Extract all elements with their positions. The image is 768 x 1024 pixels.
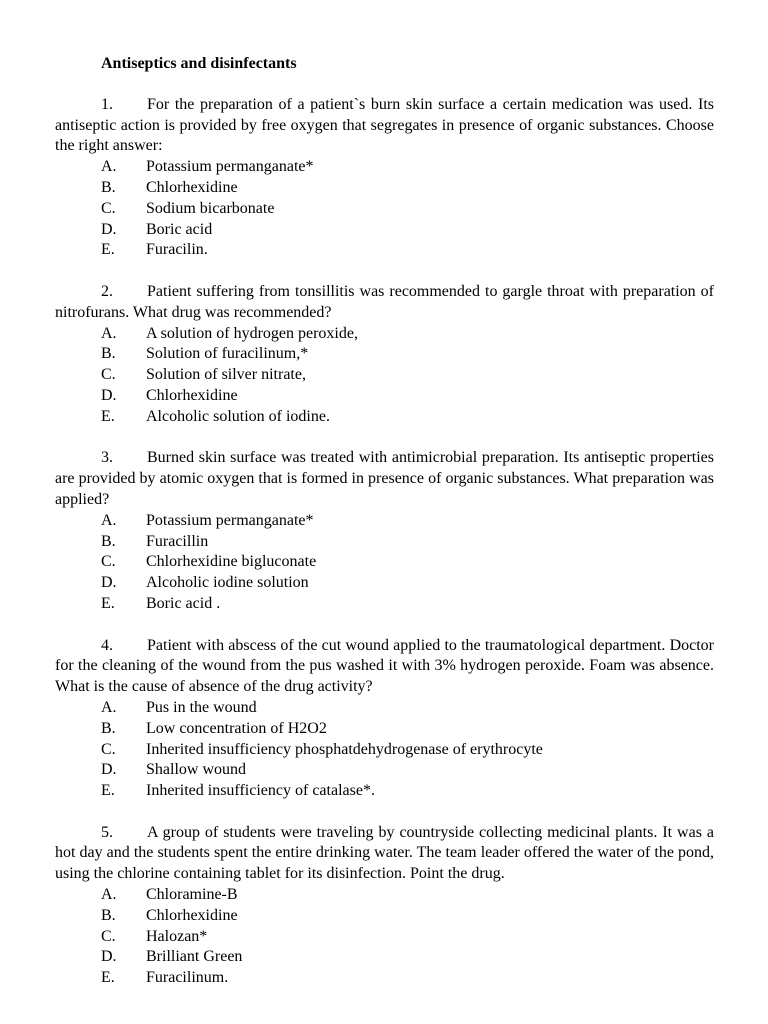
option-text: Chlorhexidine [146, 178, 238, 196]
answer-option [55, 511, 714, 532]
question-number: 1. [101, 95, 113, 113]
option-text: Halozan* [146, 927, 208, 945]
answer-option [55, 157, 714, 178]
option-text: Potassium permanganate* [146, 158, 314, 176]
answer-option [55, 781, 714, 802]
option-letter: A. [101, 511, 117, 529]
option-letter: B. [101, 906, 116, 924]
question-stem [55, 282, 714, 324]
option-letter: D. [101, 948, 117, 966]
answer-option [55, 240, 714, 261]
answer-option [55, 594, 714, 615]
option-text: Solution of silver nitrate, [146, 366, 306, 384]
option-letter: E. [101, 969, 115, 987]
option-letter: A. [101, 158, 117, 176]
answer-option [55, 532, 714, 553]
answer-option [55, 698, 714, 719]
question-1 [55, 95, 714, 261]
option-letter: A. [101, 886, 117, 904]
question-text: Burned skin surface was treated with antimicrobial preparation. Its antiseptic properties are provided by atomic oxygen that is formed in presence of organic substances. What preparation was applied? [55, 449, 714, 508]
option-letter: B. [101, 719, 116, 737]
question-stem [55, 448, 714, 510]
option-letter: D. [101, 386, 117, 404]
question-number: 5. [101, 823, 113, 841]
answer-option [55, 407, 714, 428]
question-5 [55, 823, 714, 989]
option-letter: A. [101, 698, 117, 716]
option-text: Brilliant Green [146, 948, 243, 966]
answer-options [55, 698, 714, 802]
answer-option [55, 386, 714, 407]
question-3 [55, 448, 714, 614]
option-letter: E. [101, 594, 115, 612]
answer-option [55, 178, 714, 199]
option-text: Inherited insufficiency of catalase*. [146, 782, 375, 800]
question-stem [55, 823, 714, 885]
option-text: Inherited insufficiency phosphatdehydrogenase of erythrocyte [146, 740, 543, 758]
question-number: 2. [101, 282, 113, 300]
option-text: Chlorhexidine [146, 906, 238, 924]
answer-option [55, 740, 714, 761]
answer-options [55, 324, 714, 428]
option-text: A solution of hydrogen peroxide, [146, 324, 358, 342]
answer-option [55, 906, 714, 927]
option-text: Sodium bicarbonate [146, 199, 275, 217]
answer-options [55, 885, 714, 989]
question-text: Patient suffering from tonsillitis was recommended to gargle throat with preparation of nitrofurans. What drug was recommended? [55, 282, 714, 321]
answer-option [55, 199, 714, 220]
answer-option [55, 927, 714, 948]
question-text: A group of students were traveling by countryside collecting medicinal plants. It was a hot day and the students spent the entire drinking water. The team leader offered the water of the pond, using the chlorine containing tablet for its disinfection. Point the drug. [55, 823, 714, 883]
option-letter: E. [101, 407, 115, 425]
answer-option [55, 344, 714, 365]
answer-option [55, 885, 714, 906]
option-text: Alcoholic solution of iodine. [146, 407, 330, 425]
question-text: For the preparation of a patient`s burn skin surface a certain medication was used. Its antiseptic action is provided by free oxygen that segregates in presence of organic substances. Choose the right answer: [55, 95, 714, 155]
option-text: Alcoholic iodine solution [146, 574, 309, 592]
answer-option [55, 947, 714, 968]
answer-options [55, 511, 714, 615]
option-text: Furacilin. [146, 241, 208, 259]
option-letter: D. [101, 761, 117, 779]
answer-option [55, 324, 714, 345]
option-letter: C. [101, 553, 116, 571]
option-letter: D. [101, 220, 117, 238]
question-number: 4. [101, 636, 113, 654]
answer-option [55, 552, 714, 573]
answer-option [55, 968, 714, 989]
option-text: Furacillin [146, 532, 209, 550]
answer-option [55, 760, 714, 781]
answer-option [55, 573, 714, 594]
option-letter: E. [101, 241, 115, 259]
question-stem [55, 636, 714, 698]
option-letter: C. [101, 199, 116, 217]
option-letter: C. [101, 366, 116, 384]
question-4 [55, 636, 714, 802]
option-text: Chlorhexidine [146, 386, 238, 404]
answer-options [55, 157, 714, 261]
option-text: Furacilinum. [146, 969, 229, 987]
option-letter: C. [101, 927, 116, 945]
question-stem [55, 95, 714, 157]
option-letter: E. [101, 782, 115, 800]
document-title: Antiseptics and disinfectants [101, 55, 297, 72]
question-2 [55, 282, 714, 428]
option-text: Boric acid [146, 220, 213, 238]
option-text: Chloramine-B [146, 886, 238, 904]
question-number: 3. [101, 449, 113, 467]
answer-option [55, 719, 714, 740]
option-text: Boric acid . [146, 594, 221, 612]
option-text: Low concentration of H2O2 [146, 719, 327, 737]
answer-option [55, 220, 714, 241]
option-text: Chlorhexidine bigluconate [146, 553, 317, 571]
option-letter: A. [101, 324, 117, 342]
option-letter: C. [101, 740, 116, 758]
option-text: Potassium permanganate* [146, 511, 314, 529]
option-letter: B. [101, 178, 116, 196]
option-text: Shallow wound [146, 761, 246, 779]
option-letter: B. [101, 345, 116, 363]
question-text: Patient with abscess of the cut wound applied to the traumatological department. Doctor for the cleaning of the wound from the pus washed it with 3% hydrogen peroxide. Foam was absence. What is the cause of absence of the drug activity? [55, 636, 714, 696]
answer-option [55, 365, 714, 386]
option-text: Pus in the wound [146, 698, 257, 716]
option-letter: B. [101, 532, 116, 550]
option-text: Solution of furacilinum,* [146, 345, 309, 363]
option-letter: D. [101, 574, 117, 592]
